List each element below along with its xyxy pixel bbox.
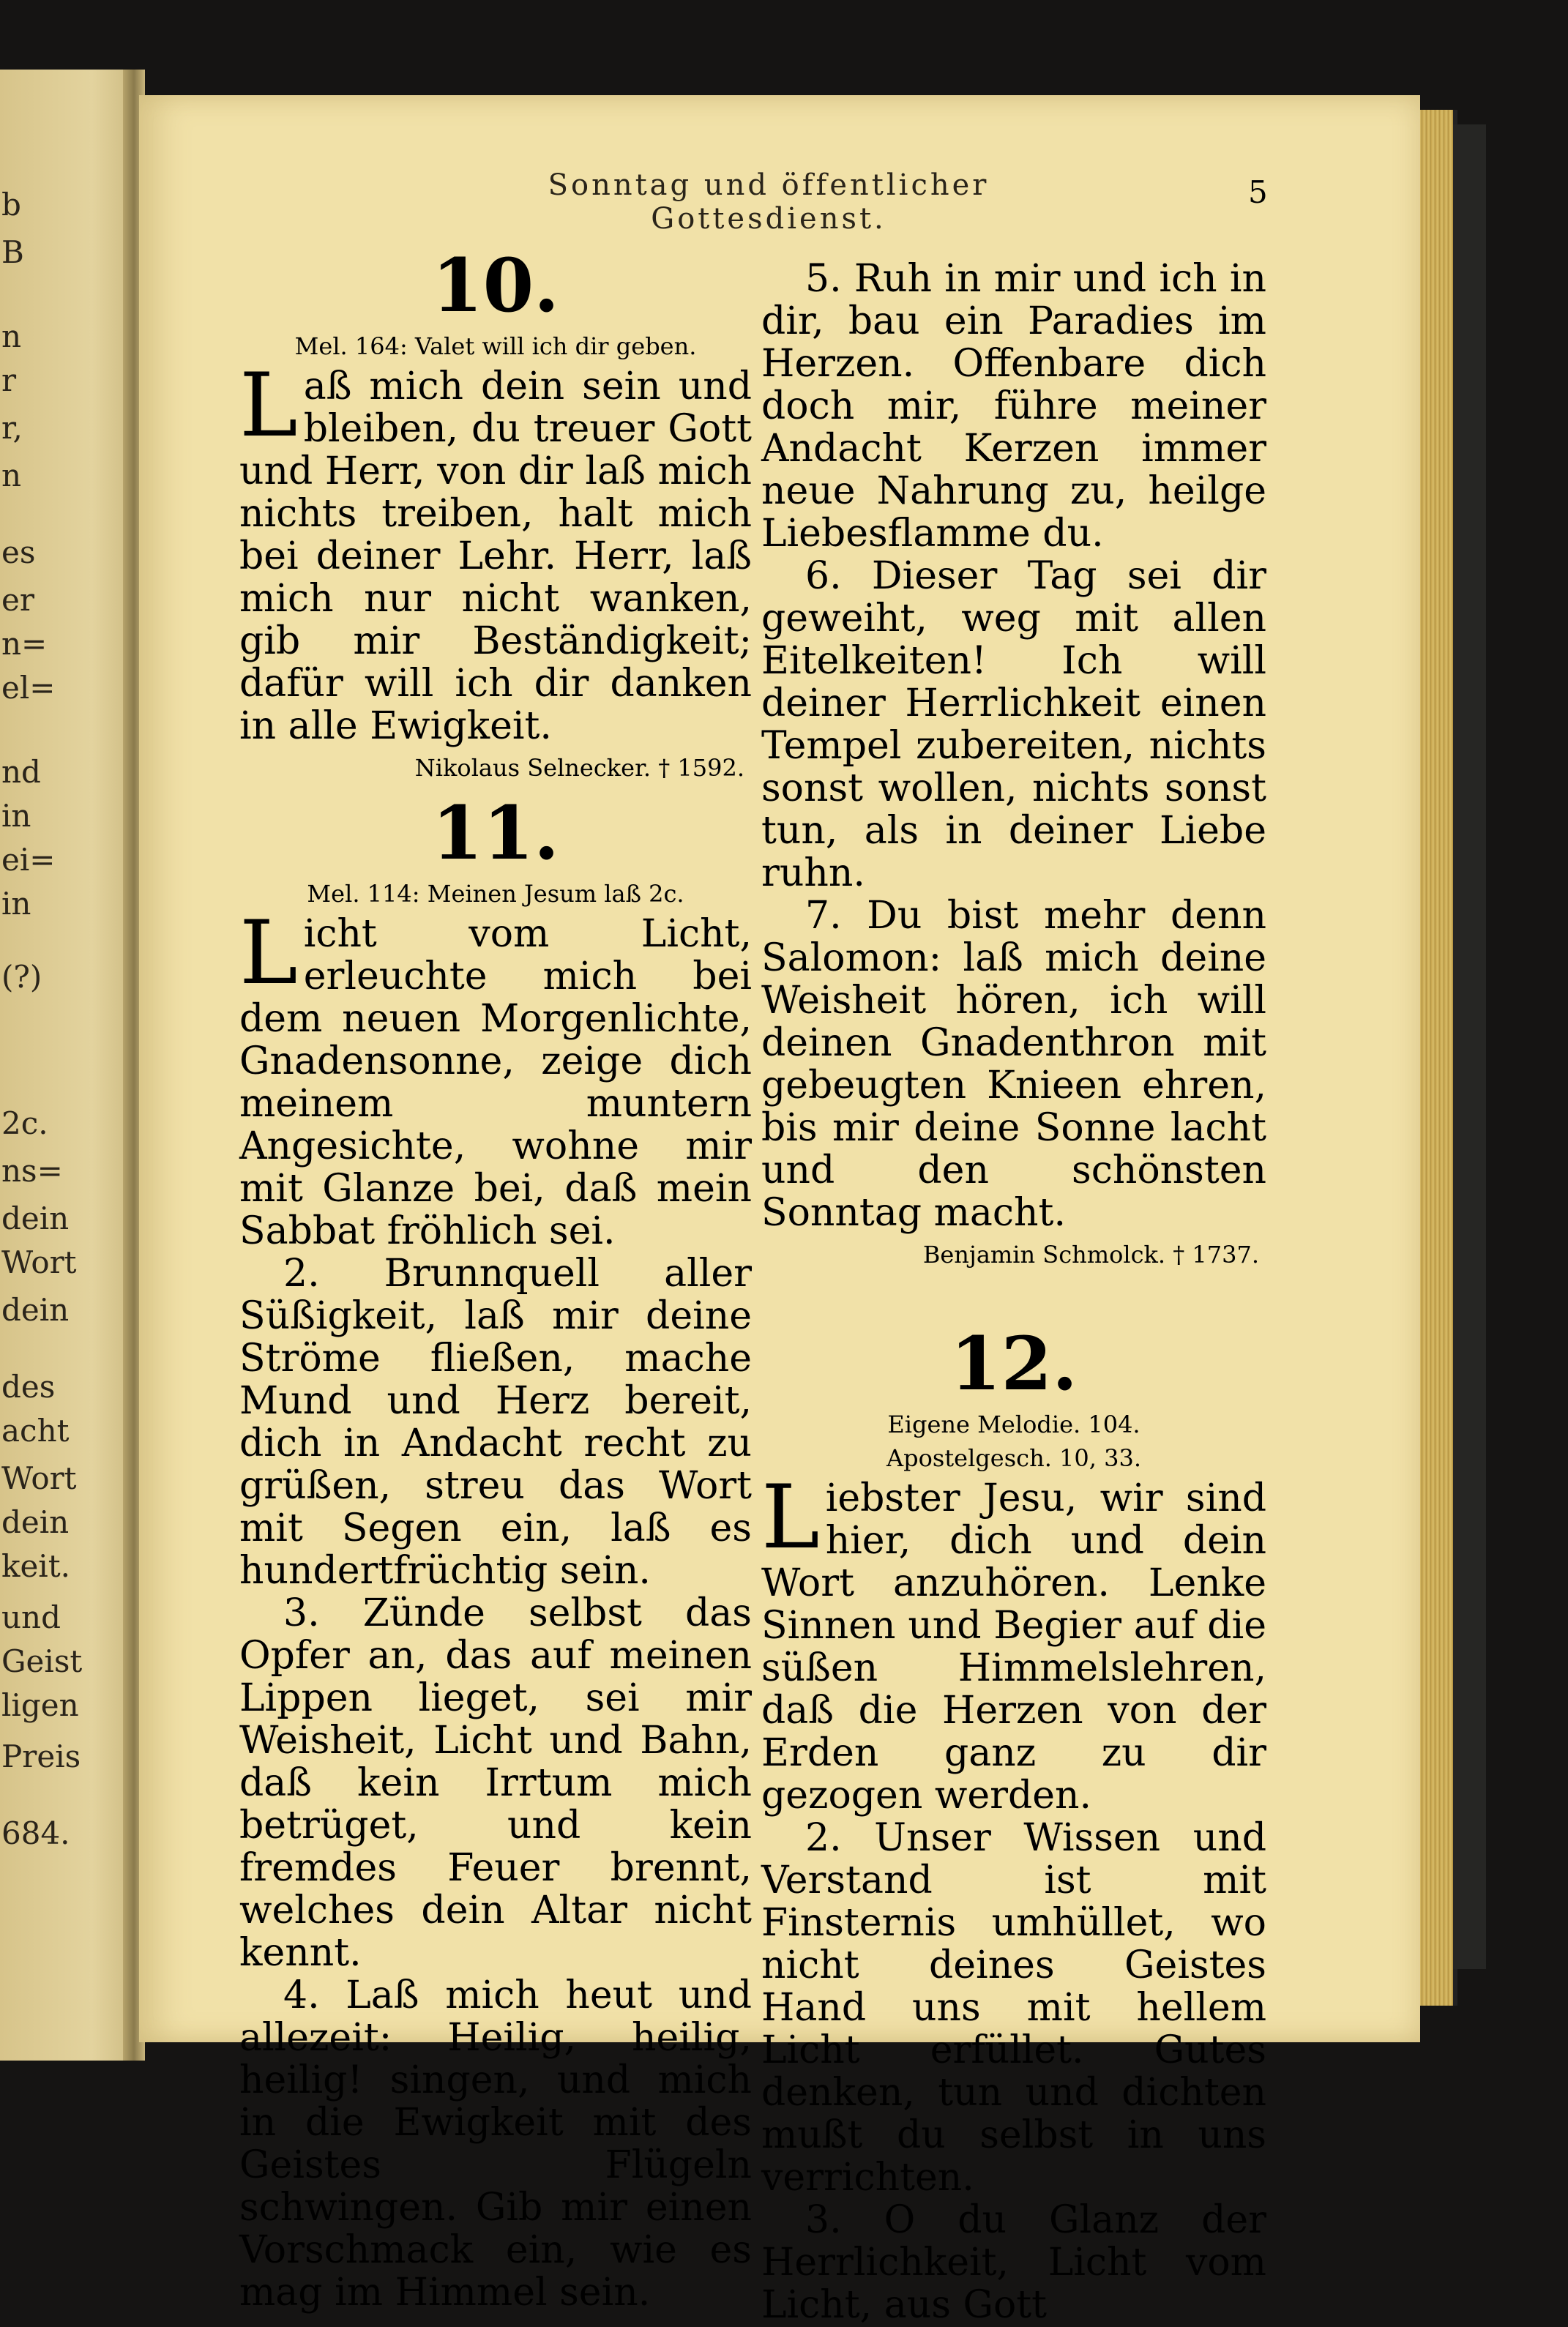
previous-page-fragment: B [1, 234, 24, 270]
hymn-number: 11. [432, 790, 559, 876]
hymn-number: 12. [950, 1321, 1078, 1407]
previous-page-fragment: ligen [1, 1687, 79, 1723]
scripture-reference: Apostelgesch. 10, 33. [886, 1444, 1141, 1472]
previous-page-fragment: in [1, 886, 31, 922]
hymn-number: 10. [432, 242, 559, 329]
previous-page-fragment: n [1, 318, 22, 354]
previous-page-fragment: 684. [1, 1815, 70, 1851]
previous-page-fragment: ns= [1, 1153, 63, 1189]
running-head: Sonntag und öffentlicher Gottesdienst. [548, 168, 990, 236]
hymn-verse [239, 355, 752, 748]
previous-page-fragment: dein [1, 1200, 70, 1236]
left-column [239, 242, 752, 2315]
hymn-verse: 6. Dieser Tag sei dir geweiht, weg mit allen Eitelkeiten! Ich will deiner Herrlichkeit einen Tempel zubereiten, nichts sonst wollen, nichts sonst tun, als in deiner Liebe ruhn. [761, 554, 1266, 895]
previous-page-fragment: n= [1, 626, 48, 662]
verse-text: aß mich dein sein und bleiben, du treuer Gott und Herr, von dir laß mich nichts treiben, halt mich bei deiner Lehr. Herr, laß mich nur nicht wanken, gib mir Beständigkeit; dafür will ich dir danken in alle Ewigkeit. [239, 365, 752, 748]
previous-page-edge [0, 70, 132, 2061]
hymn-verse [239, 903, 752, 1253]
right-column [761, 258, 1266, 2326]
previous-page-fragment: n [1, 457, 22, 493]
drop-initial: L [239, 355, 298, 457]
previous-page-fragment: er [1, 582, 34, 618]
drop-initial: L [239, 903, 298, 1004]
verse-text: icht vom Licht, erleuchte mich bei dem neuen Morgenlichte, Gnadensonne, zeige dich meinem muntern Angesichte, wohne mir mit Glanze bei, daß mein Sabbat fröhlich sei. [239, 912, 752, 1253]
hymn-verse: 5. Ruh in mir und ich in dir, bau ein Paradies im Herzen. Offenbare dich doch mir, führe meiner Andacht Kerzen immer neue Nahrung zu, heilge Liebesflamme du. [761, 257, 1266, 556]
previous-page-fragment: (?) [1, 959, 42, 995]
previous-page-fragment: dein [1, 1504, 70, 1540]
melody-line: Mel. 114: Meinen Jesum laß 2c. [307, 880, 684, 908]
page-number: 5 [1248, 174, 1268, 210]
previous-page-fragment: Geist [1, 1643, 83, 1679]
previous-page-fragment: acht [1, 1413, 70, 1449]
previous-page-fragment: r [1, 362, 17, 398]
hymn-verse: 4. Laß mich heut und allezeit: Heilig, heilig, heilig! singen, und mich in die Ewigkeit mit des Geistes Flügeln schwingen. Gib mir einen Vorschmack ein, wie es mag im Himmel sein. [239, 1973, 752, 2315]
previous-page-fragment: Preis [1, 1738, 81, 1774]
previous-page-fragment: es [1, 534, 36, 570]
hymn-verse: 7. Du bist mehr denn Salomon: laß mich deine Weisheit hören, ich will deinen Gnadenthron mit gebeugten Knieen ehren, bis mir deine Sonne lacht und den schönsten Sonntag macht. [761, 894, 1266, 1235]
previous-page-fragment: und [1, 1599, 61, 1635]
hymn-verse [761, 1467, 1266, 1818]
hymn-verse: 3. Zünde selbst das Opfer an, das auf meinen Lippen lieget, sei mir Weisheit, Licht und Bahn, daß kein Irrtum mich betrüget, und kein fremdes Feuer brennt, welches dein Altar nicht kennt. [239, 1591, 752, 1975]
hymn-verse: 3. O du Glanz der Herrlichkeit, Licht vom Licht, aus Gott [761, 2198, 1266, 2327]
author-line: Benjamin Schmolck. † 1737. [922, 1241, 1259, 1269]
previous-page-fragment: in [1, 798, 31, 834]
author-line: Nikolaus Selnecker. † 1592. [414, 754, 744, 782]
hymn-verse: 2. Brunnquell aller Süßigkeit, laß mir deine Ströme fließen, mache Mund und Herz bereit, dich in Andacht recht zu grüßen, streu das Wort mit Segen ein, laß es hundertfrüchtig sein. [239, 1252, 752, 1593]
hymn-verse: 2. Unser Wissen und Verstand ist mit Finsternis umhüllet, wo nicht deines Geistes Hand uns mit hellem Licht erfüllet. Gutes denken, tun und dichten mußt du selbst in uns verrichten. [761, 1816, 1266, 2200]
previous-page-fragment: r, [1, 410, 23, 446]
previous-page-fragment: Wort [1, 1244, 77, 1280]
previous-page-fragment: el= [1, 670, 56, 706]
verse-text: iebster Jesu, wir sind hier, dich und dein Wort anzuhören. Lenke Sinnen und Begier auf die süßen Himmelslehren, daß die Herzen von der Erden ganz zu dir gezogen werden. [761, 1476, 1266, 1818]
melody-line: Eigene Melodie. 104. [887, 1411, 1140, 1438]
previous-page-fragment: b [1, 187, 21, 223]
previous-page-fragment: keit. [1, 1548, 70, 1584]
melody-line: Mel. 164: Valet will ich dir geben. [294, 332, 697, 360]
previous-page-fragment: des [1, 1369, 56, 1405]
previous-page-fragment: dein [1, 1292, 70, 1328]
previous-page-fragment: ei= [1, 842, 56, 878]
previous-page-fragment: Wort [1, 1460, 77, 1496]
previous-page-fragment: nd [1, 754, 41, 790]
drop-initial: L [761, 1467, 820, 1569]
book-cover-edge [1453, 124, 1486, 1969]
previous-page-fragment: 2c. [1, 1105, 48, 1141]
